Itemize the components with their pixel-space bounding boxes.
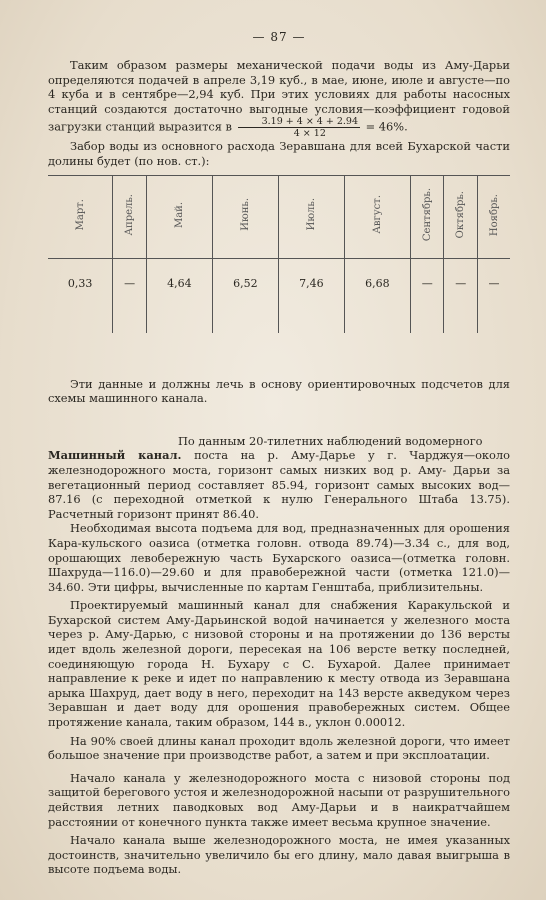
table-header-cell: Август. — [344, 175, 410, 258]
paragraph-2: Забор воды из основного расхода Зеравшана для всей Бухарской части долины будет (по нов. ст.): — [48, 139, 510, 168]
table-header-cell: Июль. — [278, 175, 344, 258]
table-header-cell: Сентябрь. — [410, 175, 444, 258]
paragraph-4 — [48, 448, 510, 521]
table-header-cell: Июнь. — [212, 175, 278, 258]
paragraph-1 — [48, 58, 510, 139]
table-row — [48, 258, 510, 332]
table-cell: 0,33 — [67, 276, 93, 290]
paragraph-5: Необходимая высота подъема для вод, предназначенных для орошения Кара-кульского оазиса (отметка головн. отвода 89.74)—3.34 с., для вод, орошающих левобережную часть Бухарского оазиса—(отметка головн. Шахруда—116.0)—29.60 и для правобережной части (отметка 121.0)—34.60. Эти цифры, вычисленные по картам Генштаба, приблизительны. — [48, 521, 510, 594]
side-heading: Машинный канал. — [48, 448, 182, 463]
table-cell: — — [113, 258, 147, 332]
fraction-result: = 46%. — [365, 119, 408, 134]
monthly-water-table — [48, 175, 510, 333]
table-cell: 4,64 — [146, 258, 212, 332]
table-header-cell: Март. — [74, 198, 86, 231]
table-cell: — — [478, 258, 510, 332]
table-cell: 6,52 — [212, 258, 278, 332]
paragraph-8: Начало канала у железнодорожного моста с низовой стороны под защитой берегового устоя и железнодорожной насыпи от разрушительного действия летних паводковых вод Аму-Дарьи и в наикратчайшем расстоянии от конечного пункта также имеет весьма крупное значение. — [48, 770, 510, 829]
table-cell: 6,68 — [344, 258, 410, 332]
table-header-cell: Октябрь. — [444, 175, 478, 258]
table-cell: 7,46 — [278, 258, 344, 332]
table-cell: — — [444, 258, 478, 332]
fraction-numerator: 3.19 + 4 × 4 + 2.94 — [238, 116, 360, 128]
fraction-denominator: 4 × 12 — [293, 128, 326, 140]
table-header-cell: Май. — [146, 175, 212, 258]
paragraph-4-rest: Дарьи за вегетационный период составляет 85.94, горизонт самых высоких вод—87.16 (с переходной отметкой к нулю Генерального Штаба 13.75). Расчетный горизонт принят 86.40. — [48, 462, 510, 521]
paragraph-4-lead: По данным 20-тилетних наблюдений водомерного — [178, 433, 483, 448]
table-header-cell: Апрель. — [113, 175, 147, 258]
paragraph-1-text: Таким образом размеры механической подачи воды из Аму-Дарьи определяются подачей в апреле 3,19 куб., в мае, июне, июле и августе—по 4 куба и в сентябре—2,94 куб. При этих условиях для работы насосных станций создаются достаточно выгодные условия—коэффициент годовой загрузки станций выразится в — [48, 58, 510, 134]
paragraph-3: Эти данные и должны лечь в основу ориентировочных подсчетов для схемы машинного канала. — [48, 376, 510, 406]
paragraph-7: На 90% своей длины канал проходит вдоль железной дороги, что имеет большое значение при производстве работ, а затем и при эксплоатации. — [48, 733, 510, 763]
paragraph-6: Проектируемый машинный канал для снабжения Каракульской и Бухарской систем Аму-Дарьинской водой начинается у железного моста через р. Аму-Дарью, с низовой стороны и на протяжении до 136 версты идет вдоль железной дороги, пересекая на 106 версте ветку последней, соединяющую города Н. Бухару с С. Бухарой. Далее принимает направление к реке и идет по направлению к месту отвода из Зеравшана арыка Шахруд, дает воду в него, переходит на 143 версте акведуком через Зеравшан и дает воду для орошения правобережных систем. Общее протяжение канала, таким образом, 144 в., уклон 0.00012. — [48, 598, 510, 730]
load-factor-fraction — [238, 116, 360, 139]
table-header-cell: Ноябрь. — [478, 175, 510, 258]
table-cell: — — [410, 258, 444, 332]
table-header-row — [48, 175, 510, 258]
paragraph-4-side: поста на р. Аму-Дарье у г. Чарджуя—около железнодорожного моста, горизонт самых низких вод р. Аму- — [48, 448, 511, 477]
paragraph-9: Начало канала выше железнодорожного моста, не имея указанных достоинств, значительно увеличило бы его длину, мало давая выигрыша в высоте подъема воды. — [48, 833, 510, 877]
page-number: — 87 — — [252, 30, 306, 44]
